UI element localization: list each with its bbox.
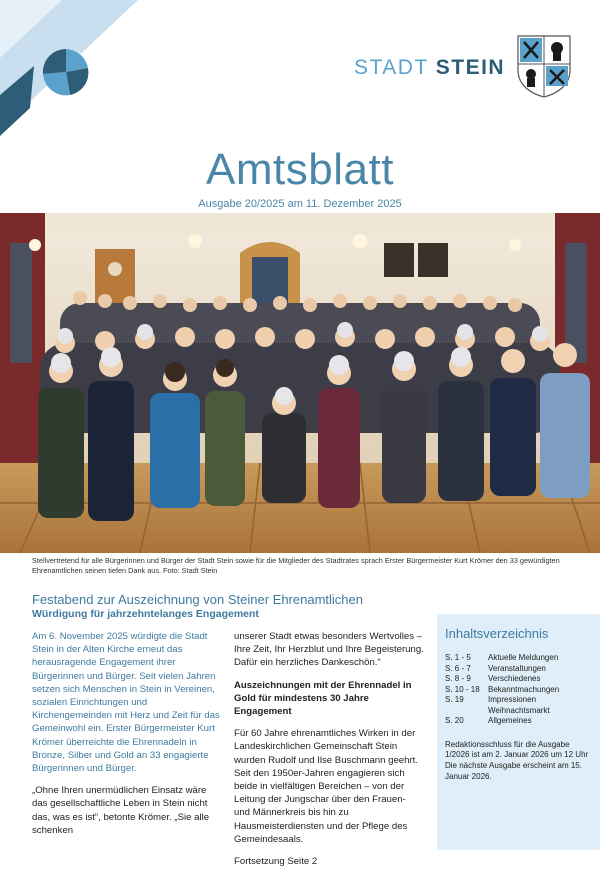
city-brand (354, 56, 505, 80)
toc-item[interactable] (445, 685, 592, 696)
photo-caption: Stellvertretend für alle Bürgerinnen und Bürger der Stadt Stein sowie für die Mitglieder des Stadtrates sprach Erster Bürgermeister Kurt Krömer den 33 gewürdigten Ehrenamtlichen seinen tiefen Dank aus. Foto: Stadt Stein (32, 556, 560, 575)
toc-item-pages: S. 6 - 7 (445, 663, 471, 673)
toc-item-title: Bekanntmachungen (488, 684, 560, 694)
city-crest-icon (516, 34, 572, 98)
toc-item[interactable] (445, 695, 592, 716)
toc-item-pages: S. 20 (445, 716, 464, 725)
toc-item-title: Verschiedenes (488, 674, 541, 683)
toc-item-title: Allgemeines (488, 716, 532, 725)
toc-item-pages: S. 10 - 18 (445, 684, 480, 694)
article-section-body: Für 60 Jahre ehrenamtliches Wirken in der Landeskirchlichen Gemeinschaft Stein wurden Rudolf und Ilse Buschmann geehrt. Seit den 1950er-Jahren engagieren sich beide in vielfältigen Bereichen – von der Leitung der Jungschar über den Frauen- und Männerkreis bis hin zu Hausmeisterdiensten und der Pflege des Gemeindesaals. (234, 728, 418, 845)
toc-item[interactable] (445, 716, 592, 727)
toc-item[interactable] (445, 674, 592, 685)
article-quote-end: unserer Stadt etwas besonders Wertvolles – Ihre Zeit, Ihr Herzblut und Ihre Begeisterung. Dafür ein herzliches Dankeschön.“ (234, 631, 424, 669)
editorial-deadline-note: Redaktionsschluss für die Ausgabe 1/2026 ist am 2. Januar 2026 um 12 Uhr Die nächste Ausgabe erscheint am 15. Januar 2026. (445, 739, 589, 781)
article-column-2 (234, 630, 424, 877)
article-headline: Festabend zur Auszeichnung von Steiner Ehrenamtlichen (32, 592, 363, 607)
toc-item-pages: S. 8 - 9 (445, 674, 471, 683)
toc-item-pages: S. 19 (445, 695, 464, 704)
toc-item-title: Impressionen Weihnachtsmarkt (488, 695, 550, 715)
article-column-1 (32, 630, 220, 846)
brand-bold: STEIN (435, 56, 506, 79)
toc-item[interactable] (445, 664, 592, 675)
article-section-title: Auszeichnungen mit der Ehrennadel in Gold für mindestens 30 Jahre Engagement (234, 679, 412, 718)
article-lead: Am 6. November 2025 würdigte die Stadt Stein in der Alten Kirche erneut das herausragende Engagement ihrer Bürgerinnen und Bürger. Seit vielen Jahren setzen sich Menschen in Stein in Vereinen, sozialen Einrichtungen und Kirchengemeinden mit Herz und Zeit für das Gemeinwohl ein. Erster Bürgermeister Kurt Krömer überreichte die Ehrennadeln in Bronze, Silber und Gold an 33 engagierte Bürgerinnen und Bürger. (32, 631, 220, 775)
masthead (0, 146, 600, 194)
newspaper-title: Amtsblatt (206, 145, 394, 194)
group-photo (0, 213, 600, 553)
toc-item[interactable] (445, 653, 592, 664)
toc-item-title: Aktuelle Meldungen (488, 653, 559, 662)
pie-logo-icon (43, 49, 89, 95)
issue-info: Ausgabe 20/2025 am 11. Dezember 2025 (198, 198, 402, 210)
toc-item-pages: S. 1 - 5 (445, 653, 471, 662)
corner-graphic (0, 0, 150, 140)
article-subheadline: Würdigung für jahrzehntelanges Engagement (32, 608, 259, 620)
toc-title: Inhaltsverzeichnis (445, 626, 549, 641)
article-quote-start: „Ohne Ihren unermüdlichen Einsatz wäre das gesellschaftliche Leben in Stein nicht das, was es ist“, betonte Krömer. „Sie alle schenken (32, 785, 210, 836)
brand-light: STADT (354, 56, 429, 79)
toc-item-title: Veranstaltungen (488, 663, 546, 673)
article-continued-note: Fortsetzung Seite 2 (234, 856, 318, 868)
table-of-contents (437, 614, 600, 850)
